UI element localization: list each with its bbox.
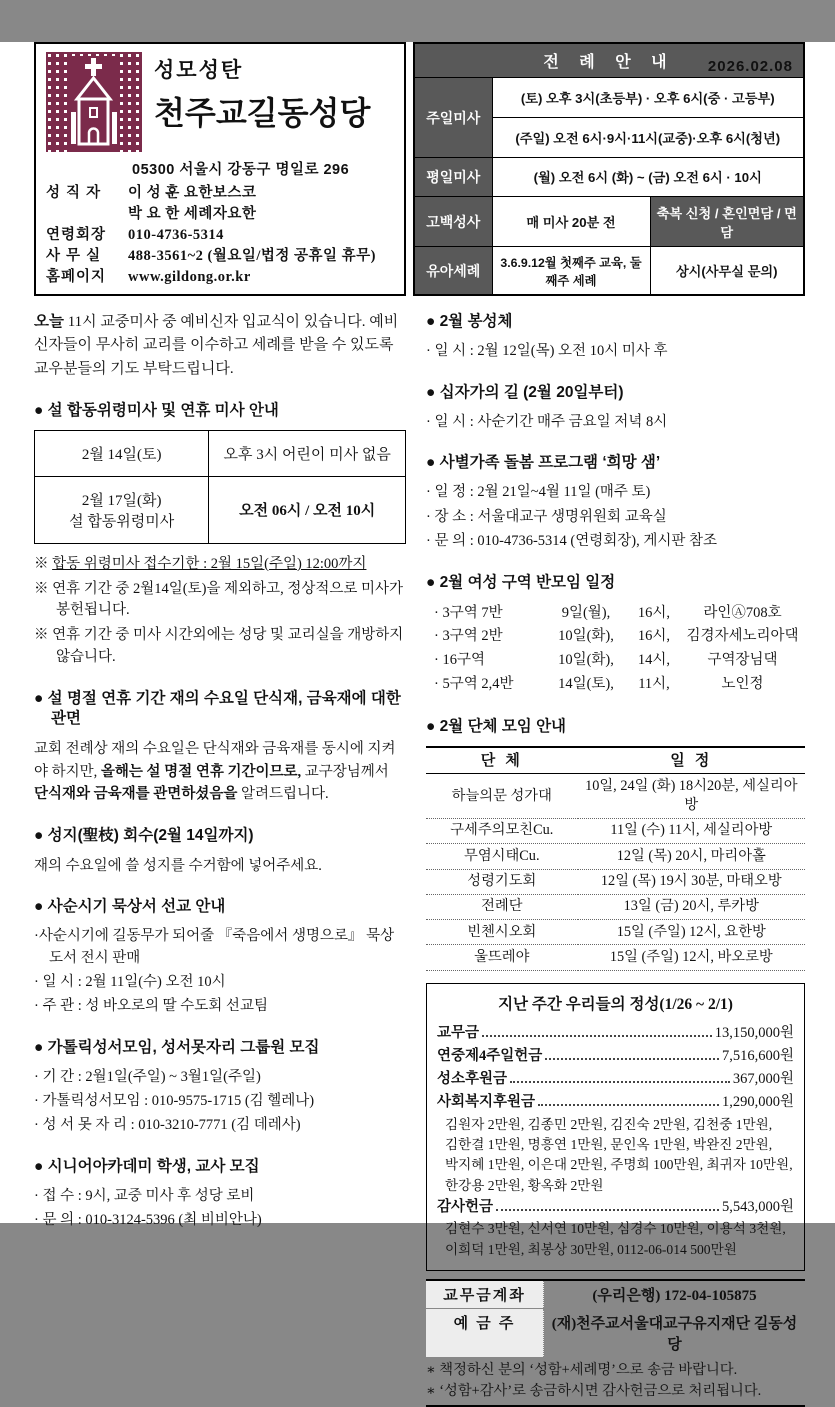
intro-paragraph bbox=[34, 310, 406, 381]
district-place: 라인Ⓐ708호 bbox=[703, 604, 782, 621]
offering-amount: 13,150,000원 bbox=[714, 1024, 794, 1041]
account-holder-label: 예 금 주 bbox=[426, 1309, 544, 1357]
group-name: 무염시태Cu. bbox=[426, 844, 578, 869]
liturgy-schedule-table bbox=[413, 42, 805, 296]
district-time: 11시, bbox=[638, 676, 670, 693]
info-value: 박 요 한 세례자요한 bbox=[128, 206, 257, 223]
weekly-offering-box bbox=[426, 983, 805, 1271]
district-group: · 3구역 2반 bbox=[434, 628, 503, 645]
group-schedule: 10일, 24일 (화) 18시20분, 세실리아방 bbox=[578, 774, 805, 819]
offering-label: 연중제4주일헌금 bbox=[437, 1047, 543, 1064]
lent-books-item: · 주 관 : 성 바오로의 딸 수도회 선교팀 bbox=[34, 998, 268, 1015]
offering-amount: 367,000원 bbox=[732, 1071, 794, 1088]
dispensation-paragraph bbox=[34, 738, 406, 805]
header bbox=[34, 42, 805, 296]
account-note: ∗ ‘성함+감사’로 송금하시면 감사헌금으로 처리됩니다. bbox=[426, 1382, 762, 1399]
district-time: 14시, bbox=[637, 652, 671, 669]
info-row-priest2 bbox=[46, 204, 394, 225]
intro-text: 11시 교중미사 중 예비신자 입교식이 있습니다. 예비신자들이 무사히 교리를 이수하고 세례를 받을 수 있도록 교우분들의 기도 부탁드립니다. bbox=[34, 314, 399, 377]
church-name: 천주교길동성당 bbox=[154, 95, 371, 131]
district-place: 김경자세노리아댁 bbox=[686, 628, 799, 645]
info-label: 성 직 자 bbox=[46, 185, 102, 201]
section-title-stations: ● 십자가의 길 (2월 20일부터) bbox=[426, 383, 624, 401]
offering-line bbox=[437, 1068, 794, 1091]
church-logo-icon bbox=[46, 52, 142, 152]
dotted-leader bbox=[496, 1209, 719, 1211]
district-place: 노인정 bbox=[721, 676, 764, 693]
info-label: 홈페이지 bbox=[46, 269, 107, 286]
welfare-donor-line: 박지혜 1만원, 이은대 2만원, 주명희 100만원, 최귀자 10만원, bbox=[445, 1157, 793, 1173]
disp-bold-1: 올해는 설 명절 연휴 기간이므로, bbox=[100, 763, 302, 780]
group-schedule: 12일 (목) 19시 30분, 마태오방 bbox=[578, 869, 805, 894]
sunday-mass-sat: (토) 오후 3시(초등부) · 오후 6시(중 · 고등부) bbox=[492, 78, 804, 118]
weekday-mass-times: (월) 오전 6시 (화) ~ (금) 오전 6시 · 10시 bbox=[492, 157, 804, 197]
church-motto: 성모성탄 bbox=[154, 59, 244, 82]
infant-baptism-anytime: 상시(사무실 문의) bbox=[650, 247, 804, 295]
group-col-header: 단 체 bbox=[426, 747, 578, 774]
note-underlined: 합동 위령미사 접수기한 : 2월 15일(주일) 12:00까지 bbox=[52, 555, 367, 572]
offering-line-thanks bbox=[437, 1196, 794, 1219]
church-names bbox=[154, 52, 370, 134]
offering-label: 교무금 bbox=[437, 1024, 480, 1041]
account-label: 교무금계좌 bbox=[426, 1281, 544, 1308]
holiday-note-1 bbox=[34, 554, 406, 576]
dotted-leader bbox=[482, 1035, 712, 1037]
district-date: 14일(토), bbox=[558, 676, 614, 693]
group-schedule: 15일 (주일) 12시, 요한방 bbox=[578, 920, 805, 945]
blessing-consult: 축복 신청 / 혼인면담 / 면담 bbox=[650, 197, 804, 247]
info-label: 연령회장 bbox=[46, 227, 107, 244]
section-title-senior-academy: ● 시니어아카데미 학생, 교사 모집 bbox=[34, 1158, 260, 1176]
issue-date: 2026.02.08 bbox=[707, 58, 793, 75]
offering-line bbox=[437, 1045, 794, 1068]
holiday-row2-date bbox=[35, 476, 209, 543]
offering-amount: 1,290,000원 bbox=[721, 1094, 794, 1111]
holiday-row1-info: 오후 3시 어린이 미사 없음 bbox=[209, 430, 406, 476]
offering-amount: 5,543,000원 bbox=[721, 1199, 794, 1216]
section-title-holiday-mass: ● 설 합동위령미사 및 연휴 미사 안내 bbox=[34, 401, 279, 419]
disp-text-2: 교구장님께서 bbox=[301, 763, 389, 780]
offering-title: 지난 주간 우리들의 정성(1/26 ~ 2/1) bbox=[498, 995, 733, 1013]
section-title-bible-groups: ● 가톨릭성서모임, 성서못자리 그룹원 모집 bbox=[34, 1039, 320, 1057]
account-number: (우리은행) 172-04-105875 bbox=[592, 1288, 757, 1305]
district-time: 16시, bbox=[637, 604, 671, 621]
infant-baptism-schedule: 3.6.9.12월 첫째주 교육, 둘째주 세례 bbox=[492, 247, 650, 295]
group-name: 빈첸시오회 bbox=[426, 920, 578, 945]
homepage-url: www.gildong.or.kr bbox=[128, 269, 251, 286]
holiday-row2-info: 오전 06시 / 오전 10시 bbox=[209, 476, 406, 543]
intro-bold: 오늘 bbox=[34, 313, 64, 331]
offering-amount: 7,516,600원 bbox=[721, 1047, 794, 1064]
group-name: 하늘의문 성가대 bbox=[426, 774, 578, 819]
info-row-homepage bbox=[46, 267, 394, 288]
section-title-lent-books: ● 사순시기 묵상서 선교 안내 bbox=[34, 898, 226, 916]
group-name: 울뜨레야 bbox=[426, 945, 578, 970]
district-row bbox=[426, 625, 805, 649]
note-marker: ※ bbox=[34, 555, 53, 572]
holiday-row2-date-line2: 설 합동위령미사 bbox=[69, 513, 175, 530]
body-columns bbox=[34, 310, 805, 1407]
holiday-row2-date-line1: 2월 17일(화) bbox=[81, 492, 162, 509]
district-group: · 5구역 2,4반 bbox=[434, 676, 514, 693]
district-date: 10일(화), bbox=[558, 652, 614, 669]
logo-row bbox=[46, 52, 394, 152]
district-date: 9일(월), bbox=[561, 604, 611, 621]
info-value: 010-4736-5314 bbox=[128, 227, 224, 244]
district-row bbox=[426, 649, 805, 673]
disp-text-1: 교회 전례상 재의 수요일은 단식재와 금육재를 동시에 지켜야 하지만, bbox=[34, 741, 396, 780]
offering-line bbox=[437, 1022, 794, 1045]
account-holder-value: (재)천주교서울대교구유지재단 길동성당 bbox=[551, 1316, 798, 1354]
info-row-office bbox=[46, 246, 394, 267]
welfare-donor-line: 김한결 1만원, 명흥연 1만원, 문인옥 1만원, 박완진 2만원, bbox=[445, 1136, 773, 1152]
info-row-priest bbox=[46, 183, 394, 204]
group-name: 구세주의모친Cu. bbox=[426, 818, 578, 843]
group-schedule: 15일 (주일) 12시, 바오로방 bbox=[578, 945, 805, 970]
district-row bbox=[426, 602, 805, 626]
sunday-mass-sun: (주일) 오전 6시·9시·11시(교중)·오후 6시(청년) bbox=[492, 118, 804, 158]
palm-return-body: 재의 수요일에 쓸 성지를 수거함에 넣어주세요. bbox=[34, 857, 322, 874]
offering-label: 감사헌금 bbox=[437, 1199, 494, 1216]
infant-baptism-label: 유아세례 bbox=[414, 247, 492, 295]
district-group: · 3구역 7반 bbox=[434, 604, 503, 621]
senior-academy-item: · 접 수 : 9시, 교중 미사 후 성당 로비 bbox=[34, 1188, 255, 1205]
holiday-note-2: ※ 연휴 기간 중 2월14일(토)을 제외하고, 정상적으로 미사가 봉헌됩니다. bbox=[34, 580, 404, 619]
liturgy-table-title: 전 례 안 내 bbox=[414, 43, 804, 78]
lent-books-item: · 일 시 : 2월 11일(수) 오전 10시 bbox=[34, 974, 226, 991]
stations-item: · 일 시 : 사순기간 매주 금요일 저녁 8시 bbox=[426, 413, 668, 430]
section-title-district-meetings: ● 2월 여성 구역 반모임 일정 bbox=[426, 573, 616, 591]
account-notes bbox=[426, 1358, 805, 1407]
group-name: 성령기도회 bbox=[426, 869, 578, 894]
confession-time: 매 미사 20분 전 bbox=[492, 197, 650, 247]
account-info-block bbox=[426, 1279, 805, 1407]
account-row bbox=[426, 1309, 805, 1358]
section-title-communion: ● 2월 봉성체 bbox=[426, 313, 513, 331]
account-note: ∗ 책정하신 분의 ‘성함+세례명’으로 송금 바랍니다. bbox=[426, 1362, 738, 1379]
schedule-col-header: 일 정 bbox=[578, 747, 805, 774]
info-value: 이 성 훈 요한보스코 bbox=[128, 185, 257, 201]
district-row bbox=[426, 673, 805, 697]
section-title-palm-return: ● 성지(聖枝) 회수(2월 14일까지) bbox=[34, 826, 254, 844]
section-title-bereaved-program: ● 사별가족 돌봄 프로그램 ‘희망 샘’ bbox=[426, 454, 661, 472]
group-name: 전례단 bbox=[426, 894, 578, 919]
left-column bbox=[34, 310, 406, 1407]
district-group: · 16구역 bbox=[434, 652, 485, 669]
weekday-mass-label: 평일미사 bbox=[414, 157, 492, 197]
holiday-note-3: ※ 연휴 기간 중 미사 시간외에는 성당 및 교리실을 개방하지 않습니다. bbox=[34, 627, 404, 665]
communion-item: · 일 시 : 2월 12일(목) 오전 10시 미사 후 bbox=[426, 343, 668, 359]
offering-line bbox=[437, 1091, 794, 1114]
confession-label: 고백성사 bbox=[414, 197, 492, 247]
section-title-group-meetings: ● 2월 단체 모임 안내 bbox=[426, 718, 567, 736]
church-info-list bbox=[46, 183, 394, 288]
bible-groups-item: · 가톨릭성서모임 : 010-9575-1715 (김 헬레나) bbox=[34, 1093, 315, 1110]
sunday-mass-label: 주일미사 bbox=[414, 78, 492, 157]
info-label bbox=[46, 204, 128, 225]
bulletin-page bbox=[0, 42, 835, 1399]
church-id-box bbox=[34, 42, 406, 296]
welfare-donor-line: 김원자 2만원, 김종민 2만원, 김진숙 2만원, 김천중 1만원, bbox=[445, 1116, 773, 1132]
group-schedule: 13일 (금) 20시, 루카방 bbox=[578, 894, 805, 919]
offering-label: 성소후원금 bbox=[437, 1071, 508, 1088]
info-value: 488-3561~2 (월요일/법정 공휴일 휴무) bbox=[128, 248, 376, 265]
district-time: 16시, bbox=[637, 628, 671, 645]
holiday-row1-date: 2월 14일(토) bbox=[35, 430, 209, 476]
bereaved-item: · 일 정 : 2월 21일~4월 11일 (매주 토) bbox=[426, 484, 651, 501]
group-meetings-table bbox=[426, 746, 805, 971]
bible-groups-item: · 성 서 못 자 리 : 010-3210-7771 (김 데레사) bbox=[34, 1117, 301, 1134]
lent-books-item: ·사순시기에 길동무가 되어줄 『죽음에서 생명으로』 묵상도서 전시 판매 bbox=[34, 928, 395, 966]
dotted-leader bbox=[538, 1104, 719, 1106]
welfare-donor-line: 한강용 2만원, 황옥화 2만원 bbox=[445, 1177, 604, 1193]
district-date: 10일(화), bbox=[558, 628, 614, 645]
disp-bold-2: 단식재와 금육재를 관면하셨음을 bbox=[34, 786, 238, 803]
disp-text-3: 알려드립니다. bbox=[237, 786, 329, 803]
thanks-donor-line: 김현수 3만원, 신서연 10만원, 심경수 10만원, 이용석 3천원, bbox=[445, 1221, 786, 1237]
bereaved-item: · 장 소 : 서울대교구 생명위원회 교육실 bbox=[426, 508, 667, 525]
district-place: 구역장님댁 bbox=[707, 652, 778, 669]
holiday-mass-table bbox=[34, 430, 406, 544]
info-row-chair bbox=[46, 225, 394, 246]
thanks-donor-line: 이희덕 1만원, 최봉상 30만원, 0112-06-014 500만원 bbox=[445, 1241, 737, 1257]
senior-academy-item: · 문 의 : 010-3124-5396 (최 비비안나) bbox=[34, 1212, 262, 1229]
dotted-leader bbox=[510, 1081, 730, 1083]
bereaved-item: · 문 의 : 010-4736-5314 (연령회장), 게시판 참조 bbox=[426, 532, 717, 549]
right-column bbox=[426, 310, 805, 1407]
account-row bbox=[426, 1281, 805, 1309]
offering-label: 사회복지후원금 bbox=[437, 1094, 536, 1111]
church-address: 05300 서울시 강동구 명일로 296 bbox=[132, 162, 350, 178]
section-title-dispensation: ● 설 명절 연휴 기간 재의 수요일 단식재, 금육재에 대한 관면 bbox=[34, 689, 401, 728]
bible-groups-item: · 기 간 : 2월1일(주일) ~ 3월1일(주일) bbox=[34, 1068, 261, 1085]
group-schedule: 12일 (목) 20시, 마리아홀 bbox=[578, 844, 805, 869]
info-label: 사 무 실 bbox=[46, 248, 102, 265]
group-schedule: 11일 (수) 11시, 세실리아방 bbox=[578, 818, 805, 843]
dotted-leader bbox=[545, 1058, 719, 1060]
